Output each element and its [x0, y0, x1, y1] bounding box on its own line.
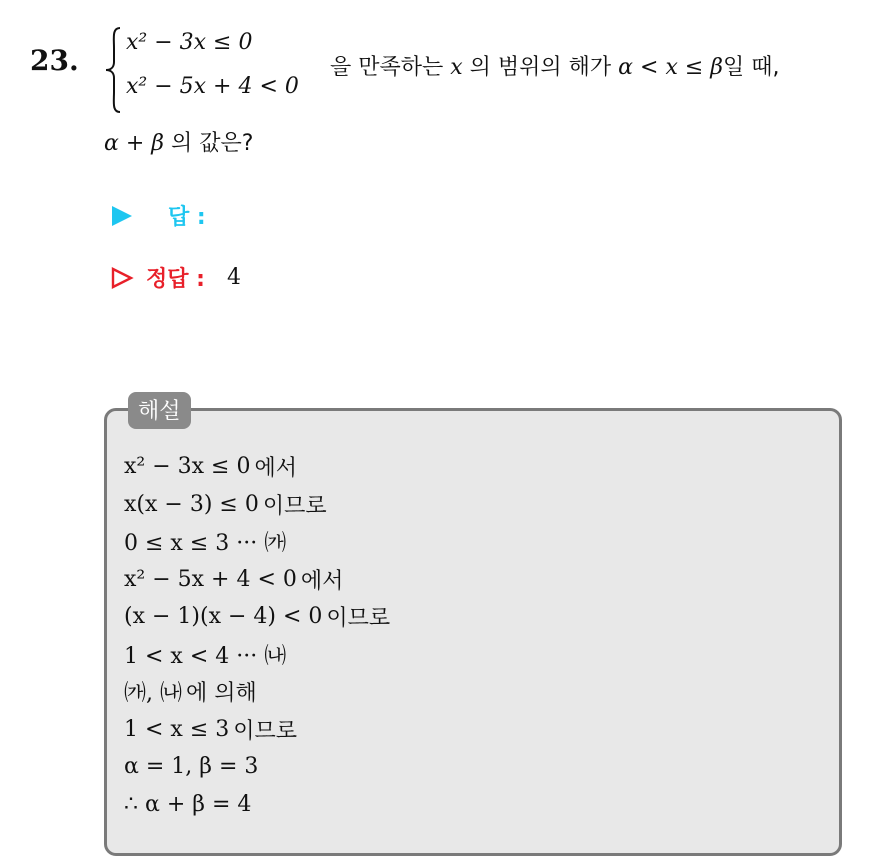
problem-number: 23. [30, 44, 79, 77]
solution-text: 이므로 [262, 493, 327, 519]
play-triangle-icon [110, 204, 134, 228]
left-brace-icon [104, 26, 124, 114]
answer-row [110, 200, 206, 231]
solution-math: x(x − 3) ≤ 0 [124, 491, 259, 517]
solution-math: 1 < x < 4 ··· ㈏ [124, 643, 287, 669]
solution-math: 1 < x ≤ 3 [124, 716, 230, 742]
solution-lines [124, 448, 390, 823]
solution-text: 에서 [254, 456, 297, 482]
question-line-1 [330, 50, 780, 81]
solution-line [124, 636, 390, 674]
solution-math: 0 ≤ x ≤ 3 ··· ㈎ [124, 531, 287, 557]
correct-answer-label: 정답 : [146, 267, 205, 292]
correct-answer-value: 4 [226, 265, 241, 290]
inequality-1: x² − 3x ≤ 0 [126, 30, 253, 55]
solution-line [124, 673, 390, 711]
q2-text: 의 값은? [164, 131, 254, 156]
solution-math: x² − 5x + 4 < 0 [124, 566, 297, 592]
solution-math: x² − 3x ≤ 0 [124, 454, 251, 480]
solution-line [124, 786, 390, 824]
solution-line [124, 598, 390, 636]
inequality-2: x² − 5x + 4 < 0 [126, 74, 299, 99]
correct-answer-row [110, 262, 241, 293]
solution-line [124, 748, 390, 786]
q1-pre: 을 만족하는 [330, 55, 451, 80]
q2-expr: α + β [104, 131, 164, 156]
solution-math: ㈎, ㈏ [124, 681, 182, 707]
solution-tag: 해설 [128, 392, 191, 429]
solution-text: 이므로 [233, 718, 298, 744]
solution-math: ∴ α + β = 4 [124, 791, 252, 817]
q1-range: α < x ≤ β [618, 55, 723, 80]
inequality-system [102, 24, 322, 114]
solution-text: 에서 [300, 568, 344, 594]
q1-x: x [450, 55, 463, 80]
question-line-2 [104, 126, 253, 157]
answer-label: 답 : [168, 205, 206, 230]
solution-text: 에 의해 [186, 681, 257, 707]
solution-line [124, 448, 390, 486]
solution-line [124, 486, 390, 524]
solution-line [124, 561, 390, 599]
solution-line [124, 711, 390, 749]
solution-text: 이므로 [326, 606, 391, 632]
solution-math: α = 1, β = 3 [124, 754, 259, 780]
solution-math: (x − 1)(x − 4) < 0 [124, 604, 323, 630]
q1-post: 일 때, [723, 55, 780, 80]
solution-line [124, 523, 390, 561]
q1-mid: 의 범위의 해가 [462, 55, 619, 80]
outline-triangle-icon [110, 266, 134, 290]
